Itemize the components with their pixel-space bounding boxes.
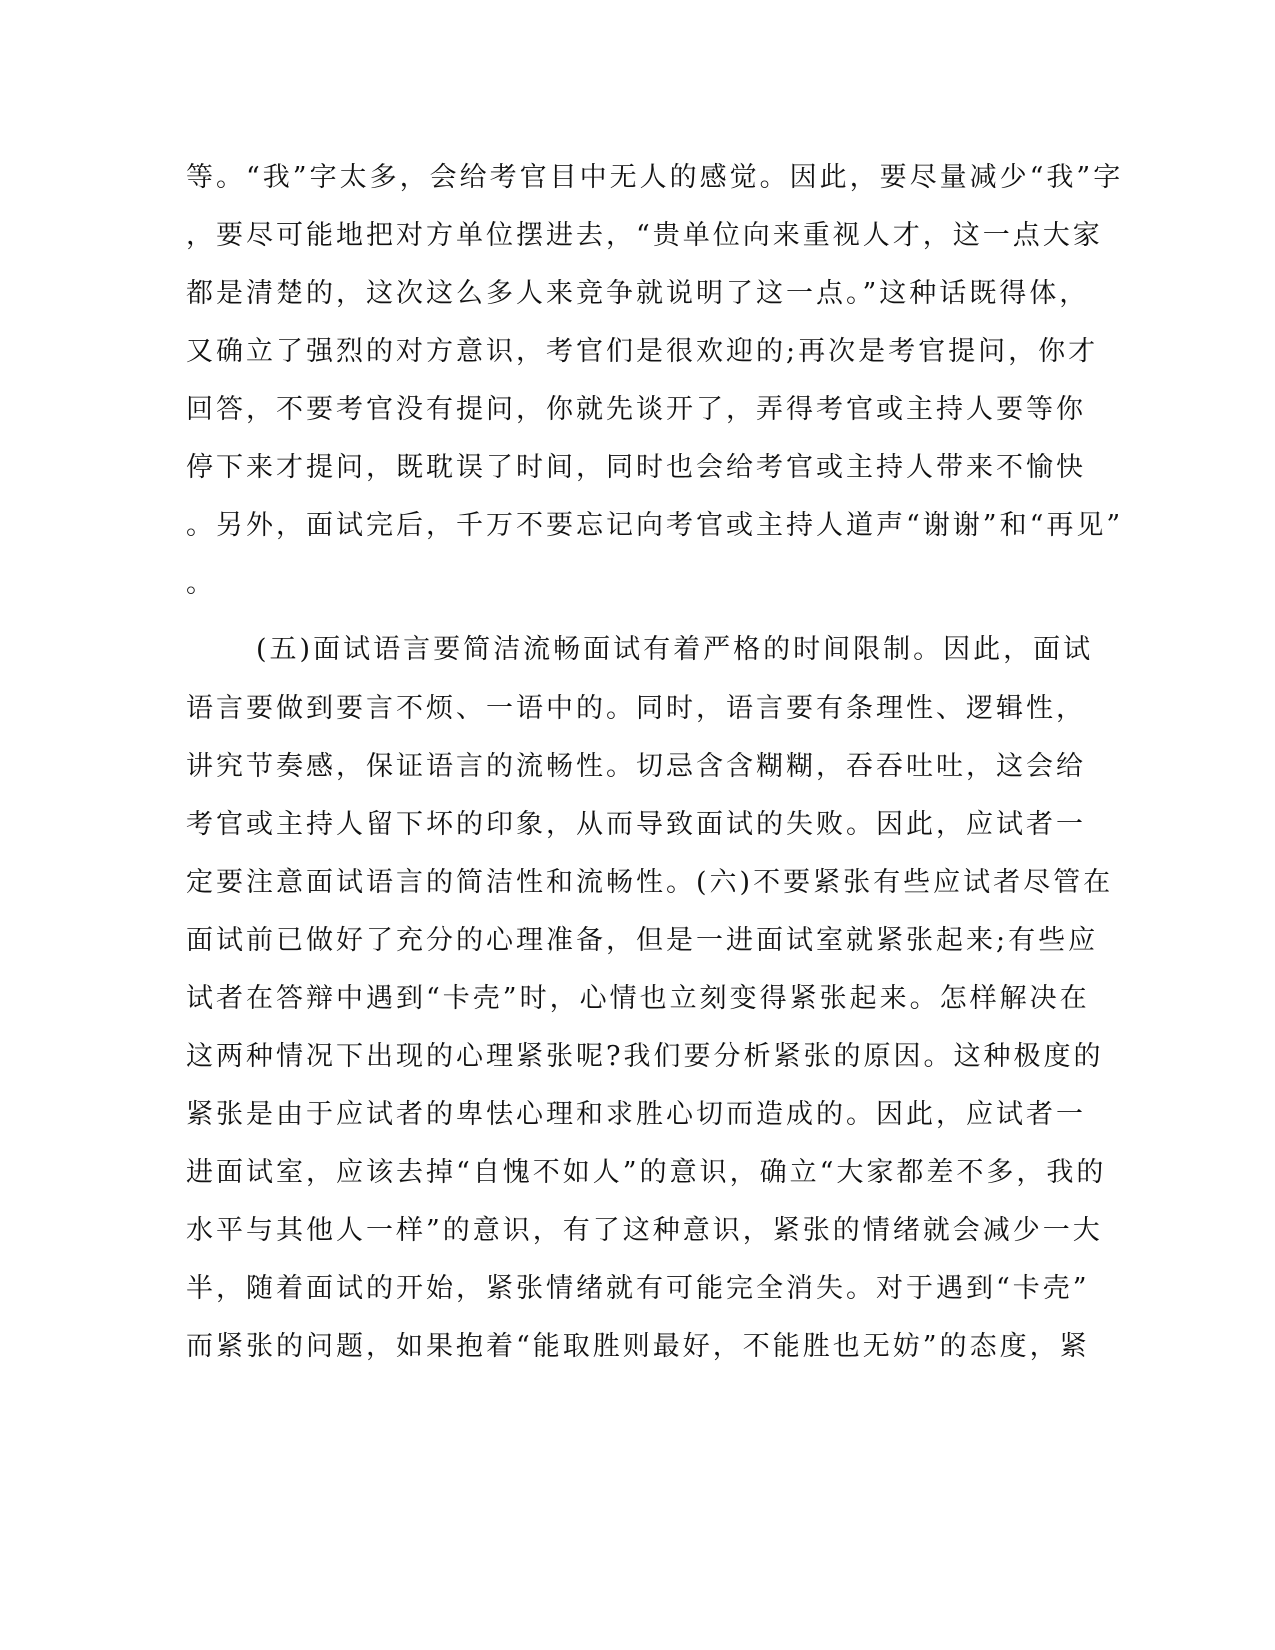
text-line: 紧张是由于应试者的卑怯心理和求胜心切而造成的。因此，应试者一	[186, 1099, 1086, 1130]
text-line: ，要尽可能地把对方单位摆进去，“贵单位向来重视人才，这一点大家	[186, 220, 1103, 251]
text-line: 又确立了强烈的对方意识，考官们是很欢迎的;再次是考官提问，你才	[186, 336, 1099, 367]
text-line: 考官或主持人留下坏的印象，从而导致面试的失败。因此，应试者一	[186, 809, 1086, 840]
text-line: 而紧张的问题，如果抱着“能取胜则最好，不能胜也无妨”的态度，紧	[186, 1331, 1090, 1362]
text-line: 语言要做到要言不烦、一语中的。同时，语言要有条理性、逻辑性，	[186, 693, 1086, 724]
text-line: 讲究节奏感，保证语言的流畅性。切忌含含糊糊，吞吞吐吐，这会给	[186, 751, 1086, 782]
text-line: 。	[186, 568, 216, 599]
text-line: 都是清楚的，这次这么多人来竞争就说明了这一点。”这种话既得体，	[186, 278, 1090, 309]
text-line: 半，随着面试的开始，紧张情绪就有可能完全消失。对于遇到“卡壳”	[186, 1273, 1090, 1304]
text-line: 水平与其他人一样”的意识，有了这种意识，紧张的情绪就会减少一大	[186, 1215, 1103, 1246]
text-line: 停下来才提问，既耽误了时间，同时也会给考官或主持人带来不愉快	[186, 452, 1086, 483]
text-line: 试者在答辩中遇到“卡壳”时，心情也立刻变得紧张起来。怎样解决在	[186, 983, 1090, 1014]
text-line: 面试前已做好了充分的心理准备，但是一进面试室就紧张起来;有些应	[186, 925, 1099, 956]
text-line: 定要注意面试语言的简洁性和流畅性。(六)不要紧张有些应试者尽管在	[186, 867, 1114, 898]
paragraph-start-line: (五)面试语言要简洁流畅面试有着严格的时间限制。因此，面试	[256, 634, 1094, 665]
text-line: 等。“我”字太多，会给考官目中无人的感觉。因此，要尽量减少“我”字	[186, 162, 1124, 193]
text-line: 这两种情况下出现的心理紧张呢?我们要分析紧张的原因。这种极度的	[186, 1041, 1104, 1072]
text-line: 回答，不要考官没有提问，你就先谈开了，弄得考官或主持人要等你	[186, 394, 1086, 425]
text-line: 进面试室，应该去掉“自愧不如人”的意识，确立“大家都差不多，我的	[186, 1157, 1107, 1188]
text-line: 。另外，面试完后，千万不要忘记向考官或主持人道声“谢谢”和“再见”	[186, 510, 1124, 541]
